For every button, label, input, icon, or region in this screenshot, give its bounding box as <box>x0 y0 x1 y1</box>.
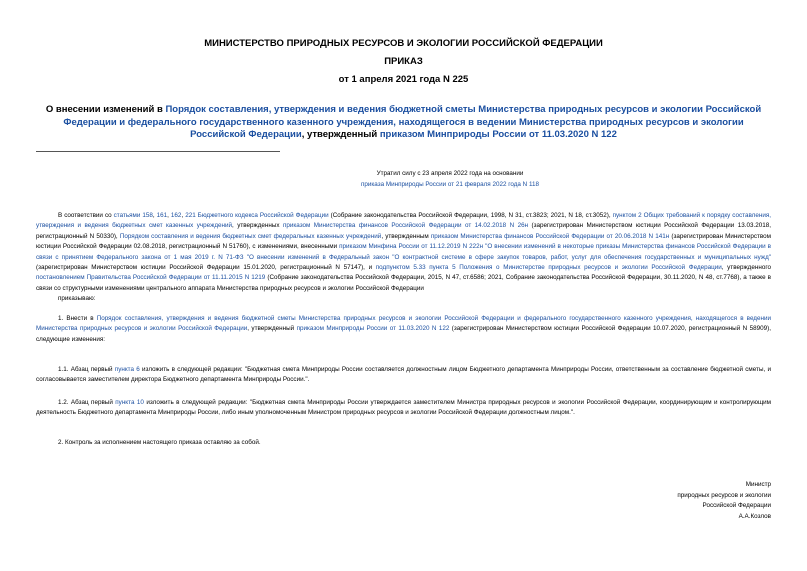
link-budget-code[interactable]: 221 Бюджетного кодекса Российской Федерации <box>185 212 329 219</box>
text: , <box>152 212 157 219</box>
text: 1.2. Абзац первый <box>58 399 116 406</box>
paragraph-item-2 <box>36 438 771 448</box>
text: , <box>181 212 186 219</box>
text: 1.1. Абзац первый <box>58 366 115 373</box>
text: 1. Внести в <box>58 315 97 322</box>
link-article-161[interactable]: 161 <box>156 212 168 219</box>
document-date: от 1 апреля 2021 года N 225 <box>338 74 469 85</box>
link-procedure-federal[interactable]: Порядком составления и ведения бюджетных смет федеральных казенных учреждений <box>119 232 382 240</box>
link-article-162[interactable]: 162 <box>170 212 182 219</box>
link-government-decree-1219[interactable]: постановлением Правительства Российской Федерации от 11.11.2015 N 1219 <box>36 274 266 282</box>
title-middle: , утвержденный <box>301 129 380 140</box>
paragraph-item-1-1 <box>36 365 771 386</box>
link-minfin-order-141n[interactable]: приказом Министерства финансов Российской Федерации от 20.06.2018 N 141н <box>430 232 670 240</box>
text: (зарегистрирован Министерством юстиции Российской Федерации 02.08.2018, регистрационный N 51760), с изменениями, внесенными <box>36 232 772 251</box>
status-note-text: Утратил силу с 23 апреля 2022 года на основании <box>376 170 524 177</box>
signature-block <box>611 480 771 522</box>
link-procedure[interactable]: Порядок составления, утверждения и ведения бюджетной сметы Министерства природных ресурсов и экологии Российской Федерации и федерального государственного казенного учреждения, находящегося в ведении Министерства природных ресурсов и экологии Российской Федерации <box>36 315 772 333</box>
document-title <box>36 104 771 142</box>
text: , <box>167 212 171 219</box>
title-prefix: О внесении изменений в <box>45 104 166 115</box>
status-note <box>300 168 600 190</box>
link-point-10[interactable]: пункта 10 <box>115 399 144 406</box>
separator-line <box>36 151 280 152</box>
signature-title: Министр <box>745 481 771 488</box>
link-point-6[interactable]: пункта 6 <box>114 366 140 373</box>
document-type: ПРИКАЗ <box>384 56 423 67</box>
title-order-link[interactable]: приказом Минприроды России от 11.03.2020 N 122 <box>379 129 617 140</box>
text: , утвержденных <box>232 222 283 230</box>
paragraph-item-1-2 <box>36 398 771 419</box>
text: В соответствии со <box>58 212 114 219</box>
link-regulation-5-33[interactable]: подпунктом 5.33 пункта 5 Положения о Министерстве природных ресурсов и экологии Российской Федерации <box>375 264 722 272</box>
item-2-text: 2. Контроль за исполнением настоящего приказа оставляю за собой. <box>58 439 261 446</box>
ministry-name: МИНИСТЕРСТВО ПРИРОДНЫХ РЕСУРСОВ И ЭКОЛОГИИ РОССИЙСКОЙ ФЕДЕРАЦИИ <box>204 38 603 49</box>
text: , утвержденного <box>721 264 771 272</box>
link-order-122[interactable]: приказом Минприроды России от 11.03.2020 N 122 <box>296 325 450 333</box>
link-minfin-order-222n[interactable]: приказом Минфина России от 11.12.2019 N 222н "О внесении изменений в некоторые приказы Министерства финансов Российской Федерации в связи с принятием Федерального закона от 1 мая 2019 г. N 71-ФЗ "О внесении изменений в Федеральный закон "О контрактной системе в сфере закупок товаров, работ, услуг для обеспечения государственных и муниципальных нужд" <box>36 243 771 261</box>
signature-country: Российской Федерации <box>702 502 771 509</box>
text: (Собрание законодательства Российской Федерации, 1998, N 31, ст.3823; 2021, N 18, ст.3052), <box>328 212 613 219</box>
text: (зарегистрирован Министерством юстиции Российской Федерации 15.01.2020, регистрационный N 57147), и <box>36 264 376 272</box>
text: (зарегистрирован Министерством юстиции Российской Федерации 13.03.2018, регистрационный N 50330), <box>36 222 772 240</box>
paragraph-order-word <box>36 294 771 304</box>
paragraph-item-1 <box>36 314 771 345</box>
signature-ministry: природных ресурсов и экологии <box>677 491 771 499</box>
status-note-link[interactable]: приказа Минприроды России от 21 февраля 2022 года N 118 <box>360 181 540 188</box>
text: изложить в следующей редакции: "Бюджетная смета Минприроды России утверждается заместителем Министра природных ресурсов и экологии Российской Федерации, координирующим и контролирующим деятельность Бюджетного департамента Минприроды России, либо иным уполномоченным Министром природных ресурсов и экологии Российской Федерации должностным лицом.". <box>36 399 772 417</box>
text: (Собрание законодательства Российской Федерации, 2015, N 47, ст.6586; 2021, Собрание законодательства Российской Федерации, 30.11.2020, N 48, ст.7768), а также в связи со структурными изменениями центрального аппарата Министерства природных ресурсов и экологии Российской Федерации <box>36 274 771 292</box>
text: изложить в следующей редакции: "Бюджетная смета Минприроды России составляется должностным лицом Бюджетного департамента Минприроды России, ответственным за составление бюджетной сметы, и согласовывается заместителем директора Бюджетного департамента Минприроды России.". <box>36 366 772 384</box>
text: (зарегистрирован Министерством юстиции Российской Федерации 10.07.2020, регистрационный N 58909), следующие изменения: <box>36 325 771 343</box>
paragraph-preamble <box>36 211 771 294</box>
link-general-requirements[interactable]: пунктом 2 Общих требований к порядку составления, утверждения и ведения бюджетных смет казенных учреждений <box>36 212 771 230</box>
text: , утвержденным <box>381 232 431 240</box>
title-procedure-link[interactable]: Порядок составления, утверждения и ведения бюджетной сметы Министерства природных ресурсов и экологии Российской Федерации и федерального государственного казенного учреждения, находящегося в ведении Министерства природных ресурсов и экологии Российской Федерации <box>63 104 762 140</box>
link-article-158[interactable]: статьями 158 <box>113 212 153 219</box>
text: , утвержденный <box>247 325 297 333</box>
order-word: приказываю: <box>58 295 96 302</box>
link-minfin-order-26n[interactable]: приказом Министерства финансов Российской Федерации от 14.02.2018 N 26н <box>282 222 529 230</box>
signature-name: А.А.Козлов <box>738 512 771 520</box>
